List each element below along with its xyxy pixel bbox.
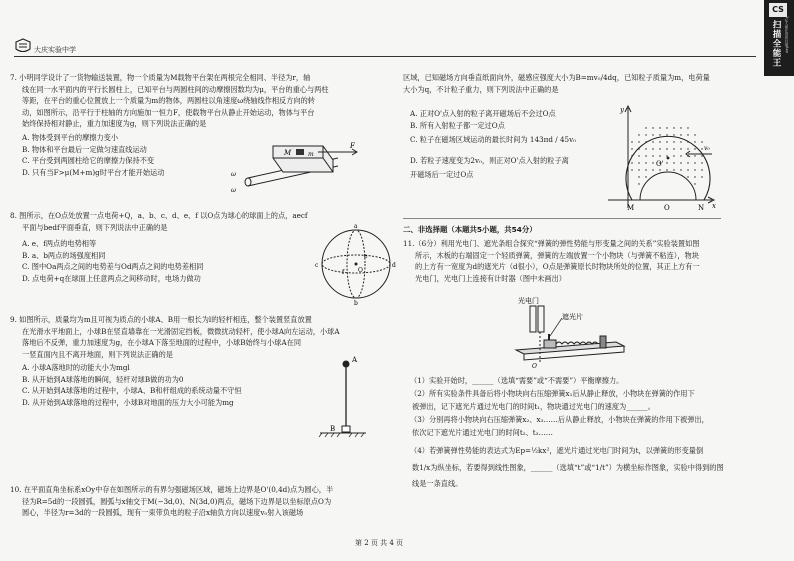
label-m: m: [308, 151, 314, 158]
q7-option-c: C. 平台受到两圆柱给它的摩擦力保持不变: [22, 156, 155, 166]
q9-stem: 9. 如图所示，质量均为m且可视为质点的小球A、B用一根长为l的轻杆相连，整个装置竖直放置 在光滑水平地面上，小球B在竖直墙靠在一光滑固定挡板，微微扰动轻杆，使小球A向左运动，小球A 落地后不反弹，重力加速度为g，在小球A下落至地面的过程中，小球B始终与小球A在同 一竖直面内且不离开地面，则下列说法正确的是: [10, 315, 340, 359]
field-dot: [652, 127, 653, 128]
q11-sub-2: （2）所有实验条件具备后将小物块向右压缩弹簧x₁后从静止释放，小物块在弹簧的作用下: [410, 389, 695, 398]
field-dot: [652, 134, 653, 135]
label-y: y: [620, 106, 624, 114]
field-dot: [701, 155, 702, 156]
field-dot: [645, 127, 646, 128]
field-dot: [673, 162, 674, 163]
field-dot: [680, 169, 681, 170]
label-c: c: [315, 262, 319, 269]
field-dot: [638, 183, 639, 184]
field-dot: [645, 162, 646, 163]
field-dot: [687, 169, 688, 170]
label-B: B: [330, 425, 336, 433]
label-v0: v₀: [704, 145, 710, 152]
field-dot: [645, 176, 646, 177]
q8-option-a: A. e、f两点的电势相等: [22, 239, 97, 248]
field-dot: [687, 134, 688, 135]
q9-options: [22, 362, 242, 408]
label-f: f: [342, 269, 345, 276]
field-dot: [694, 169, 695, 170]
q7-options: [22, 132, 164, 178]
q7-option-d: D. 只有当F>μ(M+m)g时平台才能开始运动: [22, 167, 165, 177]
field-dot: [687, 176, 688, 177]
q8-option-b: B. a、b两点的场强度相同: [22, 250, 106, 260]
q8-option-c: C. 图中Oa两点之间的电势差与Od两点之间的电势差相同: [22, 262, 204, 272]
field-dot: [638, 141, 639, 142]
label-omega-2: ω: [231, 187, 236, 194]
label-omega-1: ω: [231, 171, 236, 178]
label-photogate: 光电门: [518, 297, 539, 305]
field-dot: [666, 155, 667, 156]
field-dot: [680, 127, 681, 128]
field-dot: [701, 169, 702, 170]
q10-option-d-cont: 开磁场后一定过O点: [410, 170, 474, 180]
field-dot: [701, 148, 702, 149]
section-rule: [403, 218, 721, 219]
q10-option-c: C. 粒子在磁场区域运动的最长时间为 143πd / 45v₀: [410, 135, 577, 145]
field-dot: [673, 169, 674, 170]
field-dot: [680, 134, 681, 135]
field-dot: [701, 162, 702, 163]
field-dot: [680, 162, 681, 163]
field-dot: [645, 169, 646, 170]
field-dot: [631, 162, 632, 163]
field-dot: [659, 127, 660, 128]
label-O-prime: O': [656, 160, 664, 168]
field-dot: [680, 141, 681, 142]
field-dot: [659, 134, 660, 135]
field-dot: [659, 169, 660, 170]
q8-stem: 8. 图所示，在O点处放置一点电荷+Q，a、b、c、d、e、f 以O点为球心的球面上的点，aecf 平面与bedf平面垂直，则下列说法中正确的是: [10, 211, 308, 232]
field-dot: [659, 155, 660, 156]
q11-subquestions: （1）实验开始时，______（选填“需要”或“不需要”）平衡摩擦力。 （2）所有实验条件具备后将小物块向右压缩弹簧x₁后从静止释放，小物块在弹簧的作用下 被弹出，记下遮光片通过光电门的时间t₁，物块通过光电门的速度为______。 （3）分别再将小物块向右压缩弹簧x₂、x₃……后从静止释放，小物块在弹簧的作用下被弹出， 依次记下遮光片通过光电门的时间t₂、t₃…… （4）若弹簧弹性势能的表达式为Ep=½kx²，遮光片通过光电门时间为t，以弹簧的形变量倒 数1/x为纵坐标，若要得到线性图象，______（选填“t”或“1/t”）为横坐标作图象，实验中得到的图 线是一条直线。: [410, 376, 724, 488]
field-dot: [631, 169, 632, 170]
field-dot: [694, 183, 695, 184]
label-x: x: [712, 202, 716, 210]
field-dot: [631, 141, 632, 142]
field-dot: [701, 141, 702, 142]
field-dot: [680, 155, 681, 156]
q9-option-c: C. 从开始到A球落地的过程中，小球A、B和杆组成的系统动量不守恒: [22, 386, 242, 396]
q7-stem: 7. 小明同学设计了一货物输送装置，物一个质量为M载物平台架在两根完全相同、半径为r，轴 线在同一水平面内的平行长圆柱上，已知平台与两圆柱间的动摩擦因数均为μ，平台的重心与两柱 等距，在平台的重心位置放上一个质量为m的物体，两圆柱以角速度ω绕轴线作相反方向的转 动，如图所示，沿平行于柱轴的方向施加一恒力F，使载物平台从静止开始运动，物体与平台 始终保持相对静止，重力加速度为g，则下列说法正确的是: [10, 73, 329, 129]
field-dot: [687, 127, 688, 128]
q8-options: [22, 238, 203, 284]
field-dot: [687, 148, 688, 149]
field-dot: [659, 148, 660, 149]
q9-option-d: D. 从开始到A球落地的过程中，小球B对地面的压力大小可能为mg: [22, 397, 234, 407]
label-N: N: [698, 204, 705, 212]
q10-options: [410, 108, 576, 181]
field-dot: [645, 155, 646, 156]
page-number: 第 2 页 共 4 页: [355, 539, 404, 547]
field-dot: [652, 148, 653, 149]
field-dot: [638, 134, 639, 135]
q11-sub-4: （4）若弹簧弹性势能的表达式为Ep=½kx²，遮光片通过光电门时间为t，以弹簧的形变量倒: [410, 446, 704, 455]
field-dot: [659, 141, 660, 142]
field-dot: [652, 155, 653, 156]
field-dot: [652, 141, 653, 142]
field-dot: [673, 134, 674, 135]
field-dot: [666, 141, 667, 142]
label-shade: 遮光片: [562, 313, 583, 321]
field-dot: [687, 162, 688, 163]
field-dot: [638, 162, 639, 163]
field-dot: [694, 155, 695, 156]
q7-option-b: B. 物体和平台最后一定做匀速直线运动: [22, 144, 147, 154]
field-dot: [638, 155, 639, 156]
field-dot: [666, 134, 667, 135]
field-dot: [666, 148, 667, 149]
field-dot: [694, 148, 695, 149]
q11-sub-1: （1）实验开始时，______（选填“需要”或“不需要”）平衡摩擦力。: [410, 376, 624, 385]
label-O: O: [358, 267, 363, 274]
field-dot: [673, 127, 674, 128]
field-dot: [673, 148, 674, 149]
label-F: F: [350, 142, 355, 150]
field-dot: [666, 162, 667, 163]
field-dot: [687, 141, 688, 142]
q10-field-figure: [600, 104, 720, 212]
section-2-title: 二、非选择题（本题共5小题，共54分）: [403, 225, 537, 234]
field-dot: [694, 134, 695, 135]
label-O: O: [664, 204, 670, 212]
header-rule: [14, 56, 756, 57]
label-e: e: [364, 253, 368, 260]
q11-sub-3: （3）分别再将小物块向右压缩弹簧x₂、x₃……后从静止释放，小物块在弹簧的作用下被弹出，: [410, 415, 709, 424]
q11-apparatus-figure: [508, 294, 628, 370]
label-M: M: [284, 149, 292, 157]
field-dot: [631, 148, 632, 149]
field-dot: [645, 141, 646, 142]
field-dot: [638, 169, 639, 170]
stamp-subtitle: 3亿人都在用的扫描App: [785, 16, 789, 54]
q10-continued: 区域，已知磁场方向垂直纸面向外，磁感应强度大小为B=mv₀/4dq，已知粒子质量为m，电荷量 大小为q，不计粒子重力，则下列说法中正确的是: [403, 73, 710, 94]
q11-stem: 11.（6分）利用光电门、遮光条组合探究“弹簧的弹性势能与形变量之间的关系”实验装置如图 所示，木板的右端固定一个轻质弹簧，弹簧的左端放置一个小物块（与弹簧不粘连），物块 的上方有一宽度为d的遮光片（d很小），O点是弹簧原长时物块所处的位置，其正上方有一 光电门，光电门上连接有计时器（图中未画出）: [403, 239, 700, 283]
q10-option-b: B. 所有入射粒子都一定过O点: [410, 120, 505, 130]
scanner-stamp: [764, 0, 794, 76]
label-d: d: [392, 262, 396, 269]
field-dot: [701, 176, 702, 177]
field-dot: [638, 176, 639, 177]
q10-option-d: D. 若粒子速度变为2v₀，则正对O'点入射的粒子离: [410, 155, 569, 165]
field-dot: [694, 176, 695, 177]
field-dot: [666, 127, 667, 128]
field-dot: [666, 169, 667, 170]
field-dot: [673, 155, 674, 156]
q9-option-a: A. 小球A落地时的动能大小为mgl: [22, 363, 130, 372]
field-dot: [638, 148, 639, 149]
field-dot: [694, 162, 695, 163]
label-O: O: [532, 363, 537, 370]
stamp-badge: CS: [769, 3, 787, 17]
field-dot: [652, 162, 653, 163]
field-dot: [631, 155, 632, 156]
label-A: A: [352, 356, 358, 364]
q8-option-d: D. 点电荷+q在球面上任意两点之间移动时，电场力做功: [22, 273, 201, 283]
label-a: a: [354, 223, 358, 230]
field-dot: [645, 148, 646, 149]
label-M: M: [627, 204, 635, 212]
q7-platform-figure: [228, 136, 368, 198]
field-dot: [645, 134, 646, 135]
field-dot: [694, 141, 695, 142]
q10-stem: 10. 在平面直角坐标系xOy中存在如图所示的有界匀强磁场区域，磁场上边界是O'(0,4d)点为圆心，半 径为R=5d的一段圆弧，圆弧与x轴交于M(−3d,0)、N(3d,0)两点，磁场下边界是以坐标原点O为 圆心，半径为r=3d的一段圆弧，现有一束带负电的粒子沿x轴负方向以速度v₀射入该磁场: [10, 485, 334, 518]
q9-rod-figure: [318, 354, 368, 440]
label-b: b: [354, 300, 358, 306]
q7-option-a: A. 物体受到平台的摩擦力变小: [22, 133, 119, 142]
q9-option-b: B. 从开始到A球落地的瞬间，轻杆对球B做的功为0: [22, 374, 184, 384]
field-dot: [673, 141, 674, 142]
q10-option-a: A. 正对O'点入射的粒子离开磁场后不会过O点: [410, 109, 556, 118]
stamp-title: 扫描全能王: [771, 20, 781, 68]
field-dot: [680, 148, 681, 149]
school-name: 大庆实验中学: [34, 46, 76, 54]
field-dot: [652, 169, 653, 170]
q8-sphere-figure: [314, 222, 398, 306]
school-logo: [14, 38, 32, 54]
